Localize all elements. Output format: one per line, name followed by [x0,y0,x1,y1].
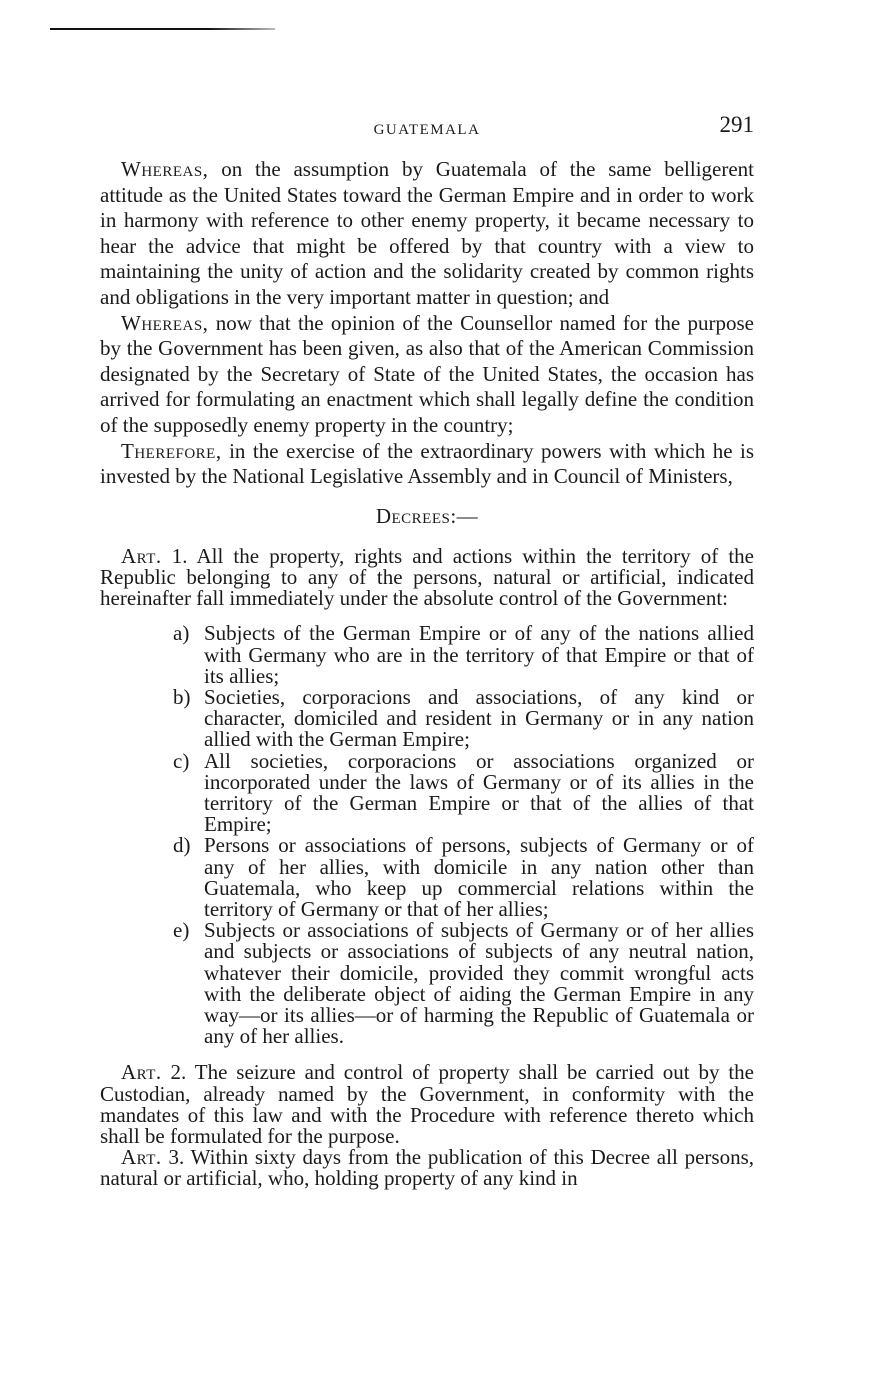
running-head: GUATEMALA [373,122,481,138]
article-2 [100,1062,754,1147]
list-item-text: All societies, corporacions or associations organized or incorporated under the laws of Germany or of its allies in the territory of the German Empire or that of the allies of that Empire; [204,748,754,837]
list-item-marker: b) [173,684,191,709]
list-item-text: Subjects of the German Empire or of any of the nations allied with Germany who are in the territory of that Empire or that of its allies; [204,621,754,688]
list-item-marker: d) [173,833,191,858]
decrees-heading: Decrees:— [375,503,479,528]
article-label: Art. [121,543,162,568]
list-item-b [100,684,754,752]
article-3 [100,1147,754,1189]
article-label: Art. [121,1060,162,1085]
therefore-paragraph [100,439,754,490]
list-item-marker: e) [173,918,190,943]
paragraph-text: on the assumption by Guatemala of the same belligerent attitude as the United States toward the German Empire and in order to work in harmony with reference to other enemy property, it became necessary to hear the advice that might be offered by that country with a view to maintaining the unity of action and the solidarity created by common rights and obligations in the very important matter in question; and [100,157,754,309]
list-item-a [100,623,754,687]
article-text: 1. All the property, rights and actions within the territory of the Republic belonging to any of the persons, natural or artificial, indicated hereinafter fall immediately under the absolute control of the Government: [100,543,754,611]
list-item-d [100,835,754,920]
list-item-text: Societies, corporacions and associations, of any kind or character, domiciled and resident in Germany or in any nation allied with the German Empire; [204,684,754,752]
list-item-marker: a) [173,621,190,646]
article-1 [100,543,754,611]
page-header [100,112,754,144]
whereas-paragraph-1 [100,157,754,311]
paragraph-lead: Whereas, [121,310,209,335]
article-text: 2. The seizure and control of property shall be carried out by the Custodian, already named by the Government, in conformity with the mandates of this law and with the Procedure with reference thereto which shall be formulated for the purpose. [100,1060,754,1148]
list-item-e [100,920,754,1047]
paragraph-text: in the exercise of the extraordinary powers with which he is invested by the National Legislative Assembly and in Council of Ministers, [100,438,754,489]
paragraph-text: now that the opinion of the Counsellor named for the purpose by the Government has been given, as also that of the American Commission designated by the Secretary of State of the United States, the occasion has arrived for formulating an enactment which shall legally define the condition of the supposedly enemy property in the country; [100,310,754,437]
list-item-text: Persons or associations of persons, subjects of Germany or of any of her allies, with domicile in any nation other than Guatemala, who keep up commercial relations within the territory of Germany or that of her allies; [204,833,754,921]
whereas-paragraph-2 [100,311,754,439]
page-number: 291 [719,112,754,137]
list-item-marker: c) [173,748,190,773]
body-text [100,157,754,1190]
list-item-c [100,748,754,837]
top-rule [50,28,275,30]
list-item-text: Subjects or associations of subjects of Germany or of her allies and subjects or associations of subjects of any neutral nation, whatever their domicile, provided they commit wrongful acts with the deliberate object of aiding the German Empire in any way—or its allies—or of harming the Republic of Guatemala or any of her allies. [204,918,754,1049]
article-label: Art. [121,1145,162,1170]
paragraph-lead: Whereas, [121,157,209,181]
article-1-list [100,623,754,1047]
article-text: 3. Within sixty days from the publication of this Decree all persons, natural or artificial, who, holding property of any kind in [100,1145,754,1191]
paragraph-lead: Therefore, [121,438,222,463]
